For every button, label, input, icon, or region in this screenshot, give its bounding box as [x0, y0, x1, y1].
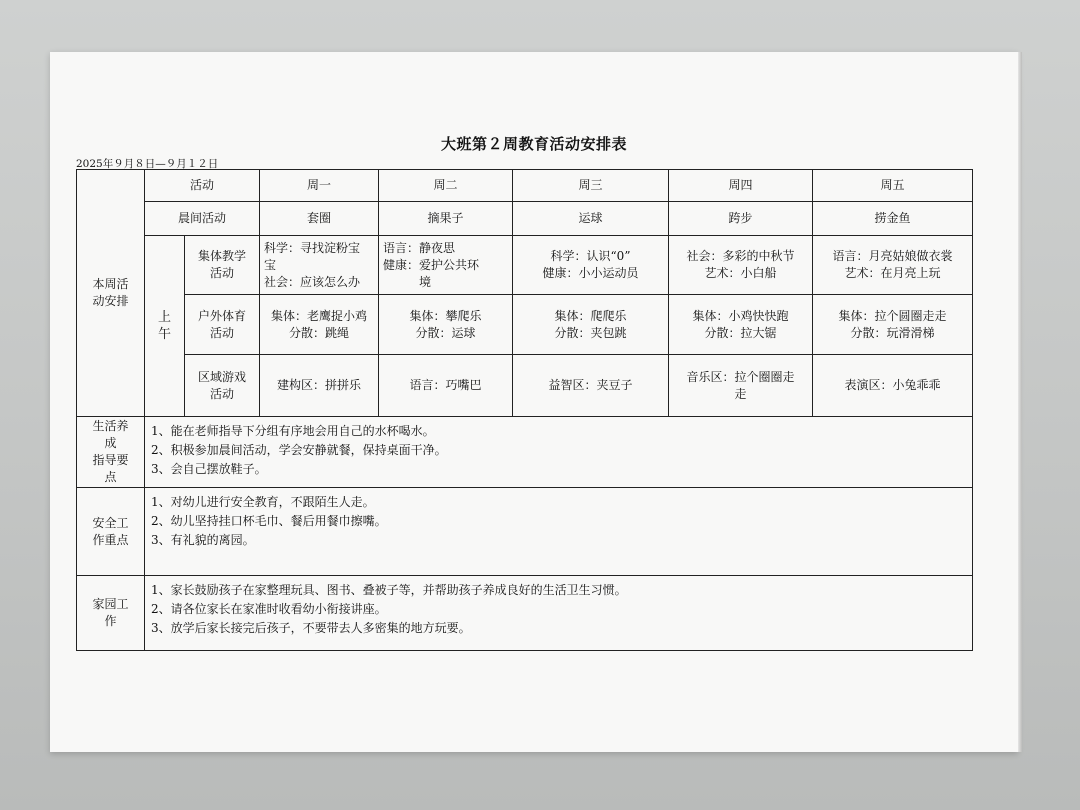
- safety-row: [77, 488, 973, 576]
- area-label-line-1: 区域游戏: [197, 369, 246, 384]
- home-note-item: 2、请各位家长在家准时收看幼小衔接讲座。: [151, 602, 387, 616]
- home-school-row: [77, 576, 973, 651]
- safety-note-item: 1、对幼儿进行安全教育，不跟陌生人走。: [151, 495, 375, 509]
- safety-label: [77, 488, 145, 576]
- schedule-table: [76, 169, 973, 651]
- life-note-item: 1、能在老师指导下分组有序地会用自己的水杯喝水。: [151, 424, 435, 438]
- outdoor-mon-line: 分散：跳绳: [288, 325, 349, 340]
- life-skills-row: [77, 417, 973, 488]
- group-teaching-label: [185, 236, 260, 295]
- area-tue: 语言：巧嘴巴: [379, 355, 513, 417]
- outdoor-wed-line: 集体：爬爬乐: [554, 308, 627, 323]
- outdoor-mon: [260, 295, 379, 355]
- home-note-item: 1、家长鼓励孩子在家整理玩具、图书、叠被子等，并帮助孩子养成良好的生活卫生习惯。: [151, 583, 627, 597]
- group-teaching-row: [77, 236, 973, 295]
- paper-sheet: [50, 52, 1018, 752]
- weekly-label-line-1: 本周活: [92, 277, 129, 291]
- safety-note-item: 3、有礼貌的离园。: [151, 533, 255, 547]
- life-note-item: 3、会自己摆放鞋子。: [151, 462, 267, 476]
- outdoor-label-line-2: 活动: [209, 325, 234, 340]
- weekly-label-line-2: 动安排: [92, 294, 129, 308]
- home-school-notes: [145, 576, 973, 651]
- home-label-line: 家园工: [92, 597, 129, 611]
- area-thu-line: 音乐区：拉个圈圈走: [686, 369, 795, 384]
- group-mon: [260, 236, 379, 295]
- group-wed: [513, 236, 669, 295]
- life-label-line: 成: [104, 436, 117, 450]
- activity-header: 活动: [145, 170, 260, 202]
- outdoor-tue: [379, 295, 513, 355]
- day-header-tue: 周二: [379, 170, 513, 202]
- outdoor-tue-line: 分散：运球: [415, 325, 476, 340]
- day-header-fri: 周五: [813, 170, 973, 202]
- safety-label-line: 安全工: [92, 515, 129, 530]
- area-thu-line: 走: [734, 386, 747, 401]
- morning-thu: 跨步: [669, 202, 813, 236]
- group-mon-line: 宝: [264, 257, 277, 272]
- outdoor-fri: [813, 295, 973, 355]
- outdoor-thu-line: 集体：小鸡快快跑: [692, 308, 789, 323]
- date-range: 2025年９月８日—９月１２日: [76, 158, 219, 170]
- morning-mon: 套圈: [260, 202, 379, 236]
- group-tue: [379, 236, 513, 295]
- group-thu-line: 艺术：小白船: [704, 266, 777, 280]
- group-tue-line: 境: [419, 274, 432, 289]
- group-thu: [669, 236, 813, 295]
- header-row: [77, 170, 973, 202]
- weekly-label-cell: [77, 170, 145, 417]
- group-label-line-2: 活动: [209, 266, 234, 280]
- group-label-line-1: 集体教学: [197, 249, 246, 263]
- day-header-mon: 周一: [260, 170, 379, 202]
- area-thu: [669, 355, 813, 417]
- group-wed-line: 科学：认识“0”: [550, 249, 631, 263]
- morning-label: 晨间活动: [145, 202, 260, 236]
- outdoor-thu: [669, 295, 813, 355]
- period-line-2: 午: [157, 327, 171, 342]
- outdoor-wed: [513, 295, 669, 355]
- morning-row: [77, 202, 973, 236]
- outdoor-pe-label: [185, 295, 260, 355]
- group-mon-line: 社会：应该怎么办: [264, 274, 361, 289]
- group-thu-line: 社会：多彩的中秋节: [686, 249, 795, 263]
- area-fri: 表演区：小兔乖乖: [813, 355, 973, 417]
- group-fri-line: 艺术：在月亮上玩: [844, 266, 941, 280]
- document-title: 大班第２周教育活动安排表: [440, 135, 627, 153]
- outdoor-fri-line: 集体：拉个圆圈走走: [838, 308, 947, 323]
- life-skills-notes: [145, 417, 973, 488]
- group-tue-line: 健康：爱护公共环: [383, 257, 480, 272]
- period-line-1: 上: [157, 310, 171, 325]
- outdoor-pe-row: [77, 295, 973, 355]
- safety-note-item: 2、幼儿坚持挂口杯毛巾、餐后用餐巾擦嘴。: [151, 514, 387, 528]
- safety-notes: [145, 488, 973, 576]
- day-header-thu: 周四: [669, 170, 813, 202]
- life-skills-label: [77, 417, 145, 488]
- outdoor-thu-line: 分散：拉大锯: [704, 325, 777, 340]
- area-wed: 益智区：夹豆子: [513, 355, 669, 417]
- outdoor-tue-line: 集体：攀爬乐: [409, 308, 482, 323]
- life-note-item: 2、积极参加晨间活动，学会安静就餐，保持桌面干净。: [151, 443, 447, 457]
- home-label-line: 作: [104, 614, 117, 628]
- home-note-item: 3、放学后家长接完后孩子，不要带去人多密集的地方玩要。: [151, 621, 471, 635]
- group-tue-line: 语言：静夜思: [383, 240, 456, 255]
- home-school-label: [77, 576, 145, 651]
- day-header-wed: 周三: [513, 170, 669, 202]
- outdoor-label-line-1: 户外体育: [197, 308, 246, 323]
- outdoor-wed-line: 分散：夹包跳: [554, 325, 627, 340]
- group-fri: [813, 236, 973, 295]
- area-games-row: [77, 355, 973, 417]
- group-wed-line: 健康：小小运动员: [542, 266, 639, 280]
- area-games-label: [185, 355, 260, 417]
- period-cell: [145, 236, 185, 417]
- outdoor-fri-line: 分散：玩滑滑梯: [850, 325, 935, 340]
- life-label-line: 生活养: [92, 419, 129, 433]
- morning-wed: 运球: [513, 202, 669, 236]
- life-label-line: 点: [104, 470, 117, 484]
- safety-label-line: 作重点: [92, 532, 129, 547]
- life-label-line: 指导要: [92, 453, 129, 467]
- group-fri-line: 语言：月亮姑娘做衣裳: [832, 249, 953, 263]
- area-mon: 建构区：拼拼乐: [260, 355, 379, 417]
- morning-fri: 捞金鱼: [813, 202, 973, 236]
- outdoor-mon-line: 集体：老鹰捉小鸡: [270, 308, 367, 323]
- group-mon-line: 科学：寻找淀粉宝: [264, 240, 361, 255]
- morning-tue: 摘果子: [379, 202, 513, 236]
- area-label-line-2: 活动: [209, 386, 234, 401]
